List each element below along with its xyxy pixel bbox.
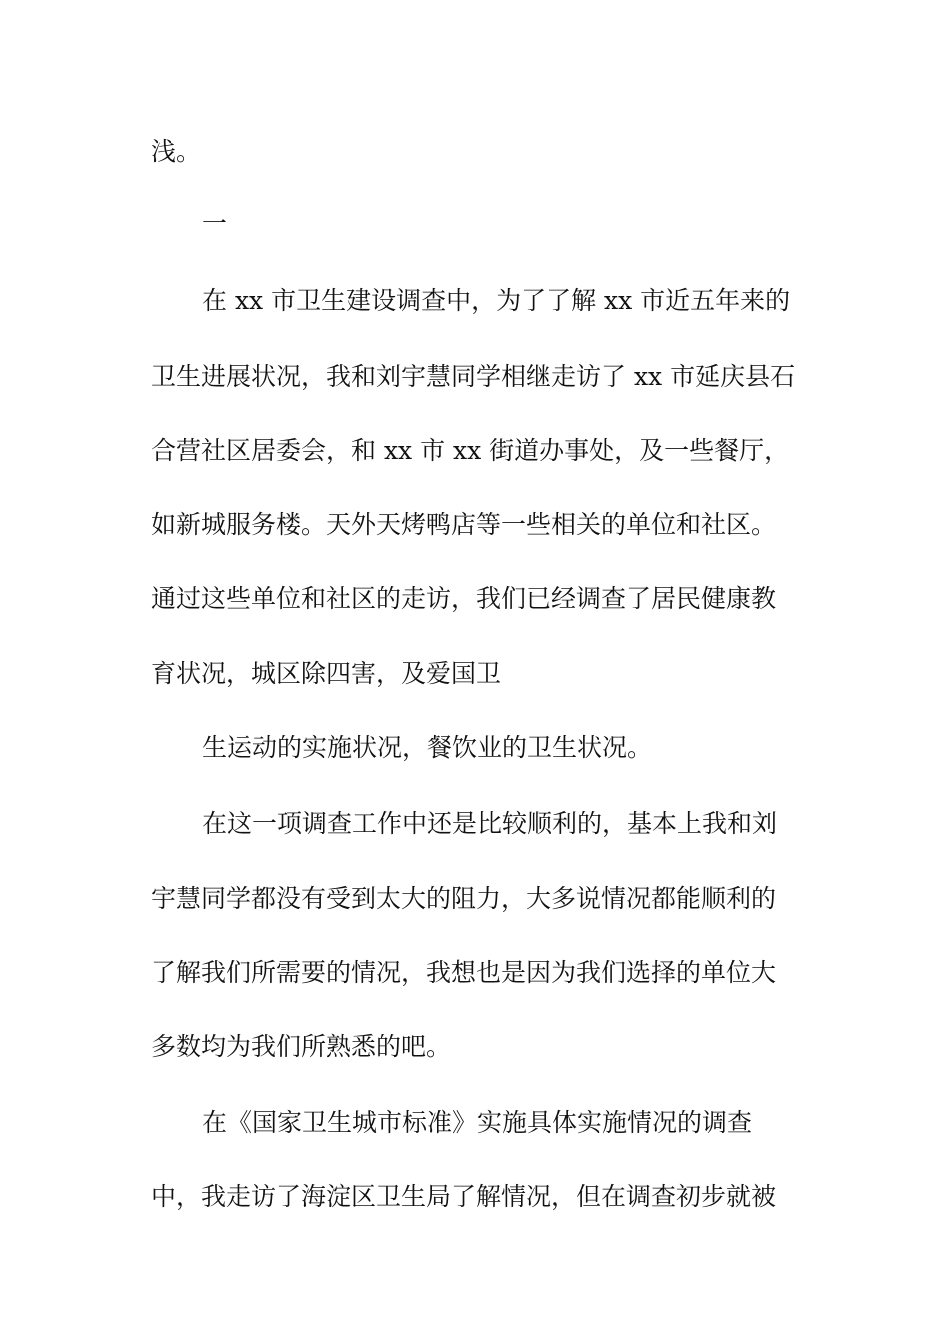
text-line: 卫生进展状况，我和刘宇慧同学相继走访了 xx 市延庆县石 [151,362,796,391]
text-line: 育状况，城区除四害，及爱国卫 [151,659,502,688]
text-line: 中，我走访了海淀区卫生局了解情况，但在调查初步就被 [151,1182,777,1211]
text-line: 生运动的实施状况，餐饮业的卫生状况。 [202,733,653,762]
text-line: 了解我们所需要的情况，我想也是因为我们选择的单位大 [151,958,777,987]
text-line: 在 xx 市卫生建设调查中，为了了解 xx 市近五年来的 [202,286,791,315]
text-line: 合营社区居委会，和 xx 市 xx 街道办事处，及一些餐厅， [151,436,790,465]
text-line: 浅。 [151,137,202,166]
text-line: 在这一项调查工作中还是比较顺利的，基本上我和刘 [202,809,778,838]
text-line: 在《国家卫生城市标准》实施具体实施情况的调查 [202,1108,753,1137]
text-line: 通过这些单位和社区的走访，我们已经调查了居民健康教 [151,584,777,613]
text-line: 如新城服务楼。天外天烤鸭店等一些相关的单位和社区。 [151,510,777,539]
text-line: 多数均为我们所熟悉的吧。 [151,1032,452,1061]
text-line: 宇慧同学都没有受到太大的阻力，大多说情况都能顺利的 [151,884,777,913]
section-number: 一 [202,209,228,238]
